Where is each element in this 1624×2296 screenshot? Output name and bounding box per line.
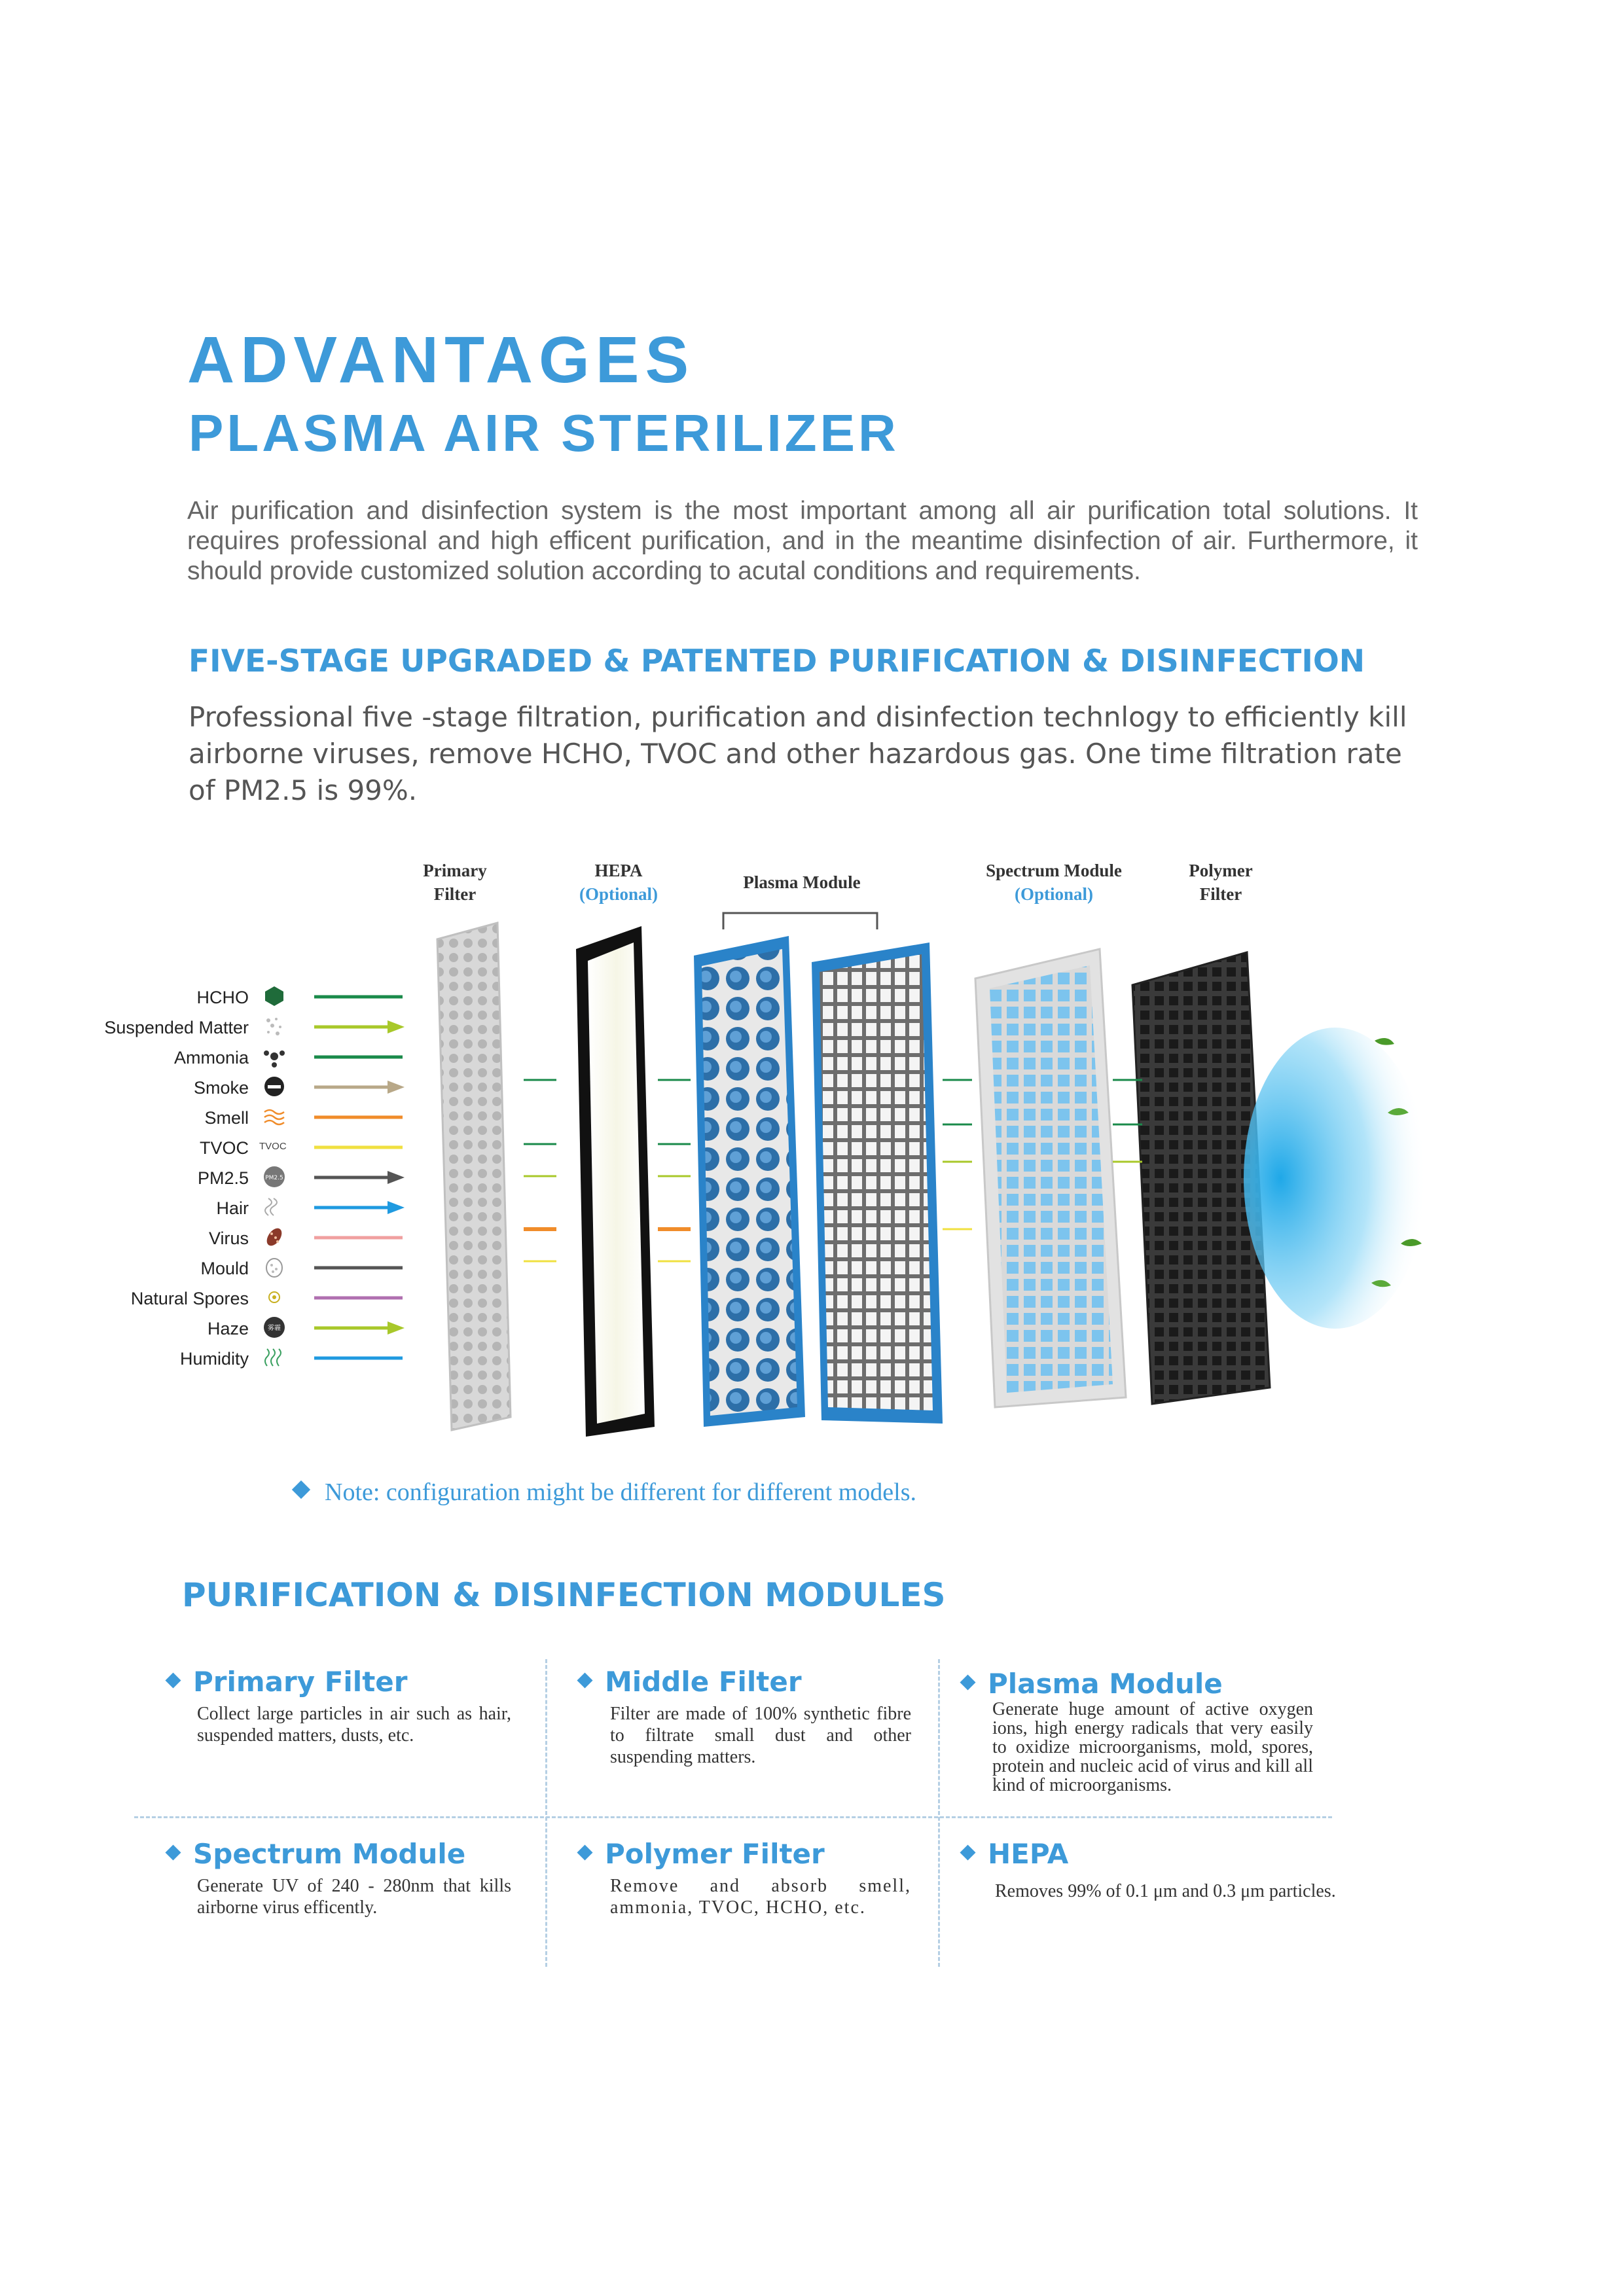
configuration-note: Note: configuration might be different for different models. bbox=[295, 1478, 916, 1507]
svg-text:雾霾: 雾霾 bbox=[268, 1325, 281, 1332]
virus-icon bbox=[263, 1226, 285, 1248]
arrow-ammonia bbox=[314, 1044, 406, 1070]
page-title: ADVANTAGES bbox=[187, 323, 695, 397]
arrow-haze bbox=[314, 1315, 406, 1341]
diamond-bullet-icon bbox=[960, 1844, 975, 1860]
diamond-bullet-icon bbox=[165, 1844, 181, 1860]
module-polymer-filter: Polymer Filter Remove and absorb smell, ammonia, TVOC, HCHO, etc. bbox=[579, 1838, 920, 1918]
dust-icon bbox=[263, 1015, 285, 1037]
svg-text:PM2.5: PM2.5 bbox=[265, 1175, 283, 1181]
legend-row-mould: Mould bbox=[98, 1255, 406, 1285]
leaf-icon bbox=[1375, 1038, 1394, 1045]
diamond-bullet-icon bbox=[165, 1672, 181, 1688]
legend-row-natural-spores: Natural Spores bbox=[98, 1285, 406, 1315]
legend-row-smoke: Smoke bbox=[98, 1074, 406, 1104]
arrow-smoke bbox=[314, 1074, 406, 1100]
legend-row-smell: Smell bbox=[98, 1104, 406, 1134]
diamond-bullet-icon bbox=[960, 1674, 975, 1690]
hexagon-icon bbox=[263, 985, 285, 1007]
filter-label-primary: Primary Filter bbox=[423, 861, 487, 904]
mould-icon bbox=[263, 1256, 285, 1278]
arrow-natural-spores bbox=[314, 1285, 406, 1311]
legend-row-humidity: Humidity bbox=[98, 1345, 406, 1375]
arrow-tvoc bbox=[314, 1134, 406, 1160]
module-primary-filter: Primary Filter Collect large particles in air such as hair, suspended matters, dusts, etc. bbox=[168, 1666, 521, 1746]
page-subtitle: PLASMA AIR STERILIZER bbox=[189, 404, 899, 462]
arrow-virus bbox=[314, 1225, 406, 1251]
tvoc-icon: TVOC bbox=[259, 1141, 287, 1152]
arrow-hcho bbox=[314, 984, 406, 1010]
airflow-stream bbox=[1244, 1028, 1427, 1329]
primary-filter-panel bbox=[437, 923, 511, 1430]
module-middle-filter: Middle Filter Filter are made of 100% synthetic fibre to filtrate small dust and other suspending matters. bbox=[579, 1666, 920, 1768]
legend-row-virus: Virus bbox=[98, 1225, 406, 1255]
five-stage-description: Professional five -stage filtration, purification and disinfection technlogy to efficiently kill airborne viruses, remove HCHO, TVOC and other hazardous gas. One time filtration rate of PM2.5 is 99%. bbox=[189, 701, 1407, 806]
legend-row-hcho: HCHO bbox=[98, 984, 406, 1014]
arrow-hair bbox=[314, 1194, 406, 1221]
intro-paragraph: Air purification and disinfection system is the most important among all air purification total solutions. It requires professional and high efficent purification, and in the meantime disinfection of air. Furthermore, it should provide customized solution according to acutal conditions and requirements. bbox=[187, 497, 1418, 585]
plasma-grid-mesh bbox=[820, 954, 933, 1410]
filter-label-spectrum: Spectrum Module (Optional) bbox=[986, 861, 1122, 904]
divider-horizontal bbox=[134, 1816, 1332, 1818]
filter-label-plasma: Plasma Module bbox=[743, 872, 861, 892]
divider-vertical-2 bbox=[938, 1659, 940, 1967]
smell-icon bbox=[263, 1105, 285, 1128]
pm25-icon bbox=[263, 1166, 285, 1188]
haze-icon bbox=[263, 1316, 285, 1338]
hair-icon bbox=[263, 1196, 285, 1218]
arrow-smell bbox=[314, 1104, 406, 1130]
spore-icon bbox=[263, 1286, 285, 1308]
legend-row-pm25: PM2.5 PM2.5 bbox=[98, 1164, 406, 1194]
plasma-module-cells bbox=[702, 949, 797, 1416]
five-stage-title: FIVE-STAGE UPGRADED & PATENTED PURIFICATION & DISINFECTION bbox=[189, 643, 1365, 679]
legend-row-ammonia: Ammonia bbox=[98, 1044, 406, 1074]
arrow-suspended-matter bbox=[314, 1014, 406, 1040]
filter-label-hepa: HEPA (Optional) bbox=[579, 861, 658, 904]
diamond-bullet-icon bbox=[292, 1480, 310, 1499]
module-hepa: HEPA Removes 99% of 0.1 μm and 0.3 μm particles. bbox=[962, 1838, 1329, 1904]
legend-row-tvoc: TVOC TVOC bbox=[98, 1134, 406, 1164]
filter-label-polymer: Polymer Filter bbox=[1189, 861, 1253, 904]
divider-vertical-1 bbox=[545, 1659, 547, 1967]
arrow-mould bbox=[314, 1255, 406, 1281]
module-spectrum: Spectrum Module Generate UV of 240 - 280nm that kills airborne virus efficently. bbox=[168, 1838, 521, 1918]
smoke-icon bbox=[263, 1075, 285, 1098]
plasma-bracket bbox=[723, 913, 877, 929]
molecule-icon bbox=[263, 1045, 285, 1067]
arrow-pm25 bbox=[314, 1164, 406, 1191]
legend-row-haze: Haze 雾霾 bbox=[98, 1315, 406, 1345]
legend-row-hair: Hair bbox=[98, 1194, 406, 1225]
diamond-bullet-icon bbox=[577, 1672, 592, 1688]
module-plasma: Plasma Module Generate huge amount of active oxygen ions, high energy radicals that very easily to oxidize microorganisms, mold, spores, protein and nucleic acid of virus and kill all kind of microorganisms. bbox=[962, 1668, 1329, 1795]
legend-row-suspended-matter: Suspended Matter bbox=[98, 1014, 406, 1044]
modules-title: PURIFICATION & DISINFECTION MODULES bbox=[182, 1576, 946, 1614]
diamond-bullet-icon bbox=[577, 1844, 592, 1860]
humidity-icon bbox=[263, 1346, 285, 1369]
arrow-humidity bbox=[314, 1345, 406, 1371]
